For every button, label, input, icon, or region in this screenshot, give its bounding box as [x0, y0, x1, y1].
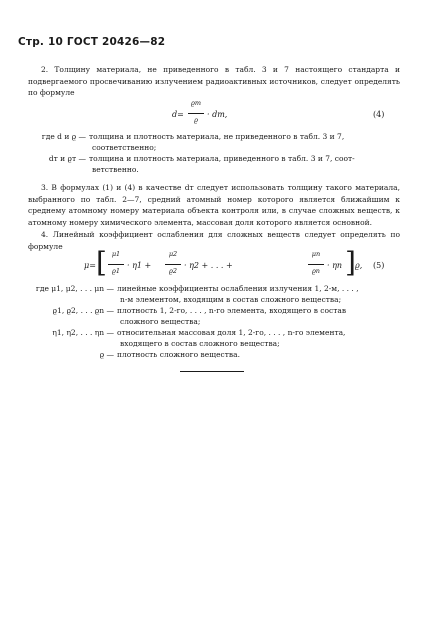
term-2-denominator: ϱ2 — [169, 267, 177, 275]
formula-5-legend — [28, 283, 400, 360]
legend-description: относительная массовая доля 1, 2-го, . . . , n-го элемента, — [117, 328, 346, 337]
legend-row — [28, 153, 400, 164]
page-header: Стр. 10 ГОСТ 20426—82 — [18, 36, 166, 48]
legend-continuation: сложного вещества; — [120, 317, 201, 326]
end-divider — [180, 371, 244, 372]
legend-row — [28, 283, 400, 294]
left-bracket: [ — [96, 246, 107, 279]
term-1-line — [108, 264, 124, 265]
legend-row — [28, 305, 400, 316]
formula-4-rest: · dт, — [207, 110, 228, 119]
paragraph-3: 3. В формулах (1) и (4) в качестве dт следует использовать толщину такого материала, выбранного по табл. 2—7, средний атомный номер которого является ближайшим к среднему атомному номеру материала объекта контроля или, в случае сложных веществ, к атомному номеру химического элемента, массовая доля которого является основной. — [28, 183, 400, 227]
legend-row — [28, 349, 400, 360]
legend-symbol: где d и ϱ — — [41, 132, 86, 141]
legend-symbol: η1, η2, . . . ηn — — [52, 328, 114, 337]
legend-description: плотность сложного вещества. — [117, 350, 240, 359]
term-1-rest: · η1 + — [127, 261, 152, 270]
term-2-rest: · η2 + . . . + — [184, 261, 233, 270]
legend-continuation: n-м элементом, входящим в состав сложного вещества; — [120, 295, 342, 304]
right-bracket: ] — [345, 246, 356, 279]
formula-4-numerator: ϱт — [191, 99, 201, 107]
paragraph-4: 4. Линейный коэффициент ослабления для сложных веществ следует определять по формуле — [28, 230, 400, 251]
formula-4-denominator: ϱ — [194, 116, 198, 124]
term-n-rest: · ηn — [327, 261, 343, 270]
term-n-denominator: ϱn — [311, 267, 320, 275]
legend-description: толщина и плотность материала, не приведенного в табл. 3 и 7, — [89, 132, 345, 141]
legend-symbol: dт и ϱт — — [48, 154, 86, 163]
term-n-line — [308, 264, 324, 265]
legend-row — [28, 131, 400, 142]
legend-symbol: ϱ — — [99, 350, 114, 359]
legend-continuation: ветственно. — [92, 165, 139, 174]
paragraph-2: 2. Толщину материала, не приведенного в табл. 3 и 7 настоящего стандарта и подвергаемого просвечиванию излучением радиоактивных источников, следует определять по формуле — [28, 65, 400, 97]
term-1-numerator: μ1 — [111, 250, 121, 258]
formula-5-lhs: μ= — [84, 261, 96, 270]
legend-description: плотность 1, 2-го, . . . , n-го элемента, входящего в состав — [117, 306, 347, 315]
formula-4-number: (4) — [373, 110, 385, 119]
legend-continuation: входящего в состав сложного вещества; — [120, 339, 280, 348]
formula-4-fraction-line — [188, 113, 204, 114]
formula-4-legend — [28, 131, 400, 175]
term-2-numerator: μ2 — [168, 250, 178, 258]
term-1-denominator: ϱ1 — [112, 267, 120, 275]
formula-4-lhs: d= — [172, 110, 184, 119]
legend-symbol: где μ1, μ2, . . . μn — — [35, 284, 114, 293]
formula-5-number: (5) — [373, 261, 385, 270]
term-n-numerator: μn — [311, 250, 321, 258]
formula-5-tail: ϱ, — [355, 261, 363, 270]
legend-continuation: соответственно; — [92, 143, 157, 152]
legend-row — [28, 327, 400, 338]
legend-description: линейные коэффициенты ослабления излучения 1, 2-м, . . . , — [117, 284, 359, 293]
legend-description: толщина и плотность материала, приведенного в табл. 3 и 7, соот- — [89, 154, 355, 163]
term-2-line — [165, 264, 181, 265]
legend-symbol: ϱ1, ϱ2, . . . ϱn — — [52, 306, 114, 315]
